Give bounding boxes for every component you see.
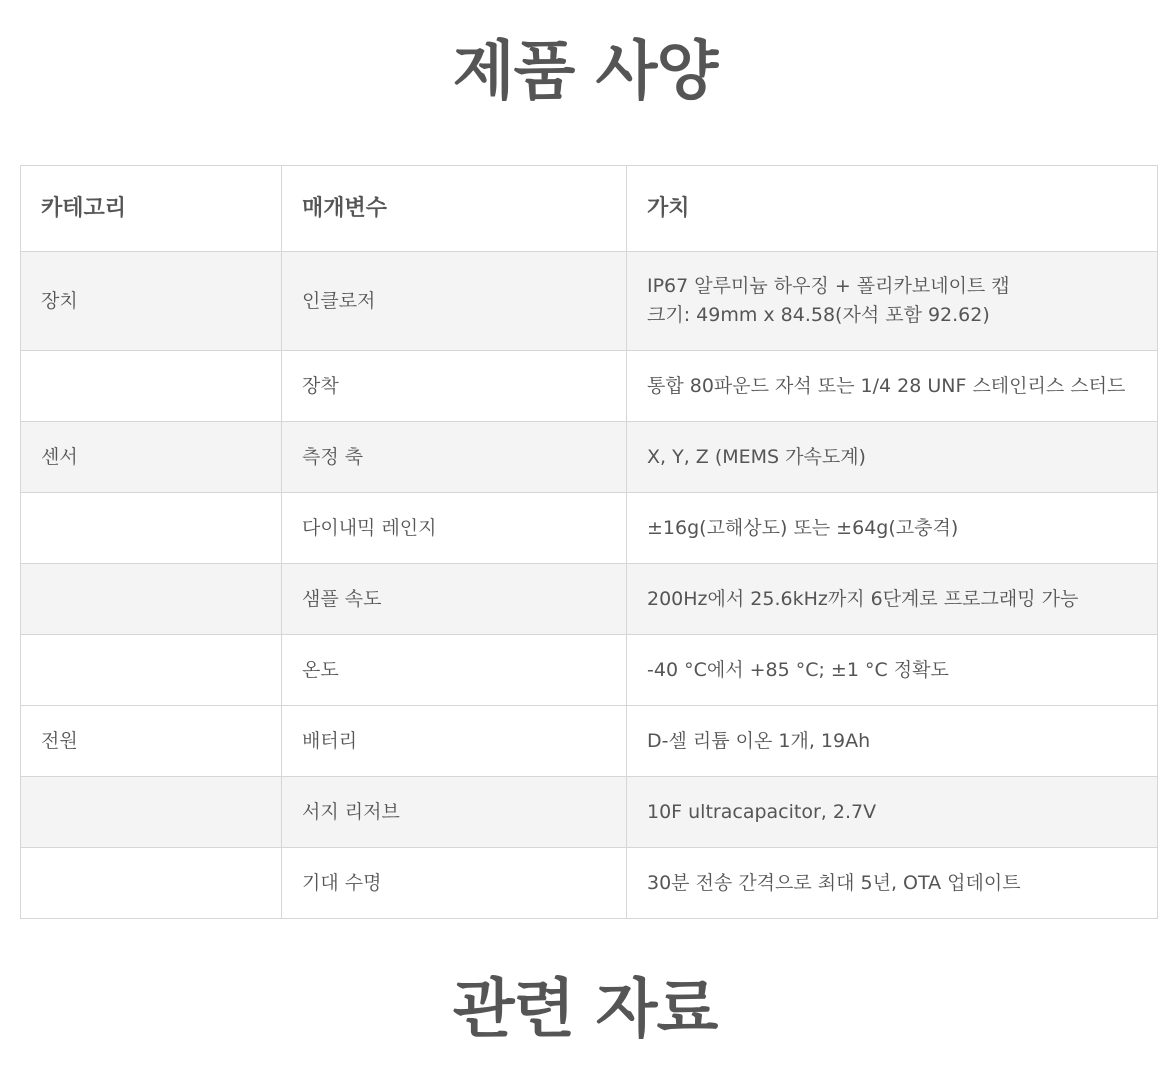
parameter-cell: 배터리	[282, 706, 627, 777]
value-cell: D-셀 리튬 이온 1개, 19Ah	[627, 706, 1158, 777]
table-row	[21, 635, 1158, 706]
column-header-value: 가치	[627, 166, 1158, 252]
parameter-cell: 기대 수명	[282, 848, 627, 919]
table-row	[21, 351, 1158, 422]
value-cell: 10F ultracapacitor, 2.7V	[627, 777, 1158, 848]
value-cell	[627, 252, 1158, 351]
category-cell	[21, 777, 282, 848]
parameter-cell: 서지 리저브	[282, 777, 627, 848]
table-row	[21, 493, 1158, 564]
table-row	[21, 252, 1158, 351]
parameter-cell: 장착	[282, 351, 627, 422]
table-row	[21, 848, 1158, 919]
table-row	[21, 777, 1158, 848]
table-row	[21, 706, 1158, 777]
category-cell	[21, 351, 282, 422]
value-cell: -40 °C에서 +85 °C; ±1 °C 정확도	[627, 635, 1158, 706]
parameter-cell: 온도	[282, 635, 627, 706]
spec-table	[20, 165, 1158, 919]
table-header-row	[21, 166, 1158, 252]
table-row	[21, 422, 1158, 493]
parameter-cell: 인클로저	[282, 252, 627, 351]
related-resources-heading: 관련 자료	[452, 973, 718, 1047]
column-header-parameter: 매개변수	[282, 166, 627, 252]
category-cell	[21, 848, 282, 919]
parameter-cell: 측정 축	[282, 422, 627, 493]
category-cell	[21, 564, 282, 635]
category-cell: 전원	[21, 706, 282, 777]
product-specs-heading: 제품 사양	[452, 35, 718, 109]
category-cell	[21, 493, 282, 564]
parameter-cell: 샘플 속도	[282, 564, 627, 635]
value-cell: 30분 전송 간격으로 최대 5년, OTA 업데이트	[627, 848, 1158, 919]
column-header-category: 카테고리	[21, 166, 282, 252]
parameter-cell: 다이내믹 레인지	[282, 493, 627, 564]
category-cell: 센서	[21, 422, 282, 493]
value-cell: X, Y, Z (MEMS 가속도계)	[627, 422, 1158, 493]
value-cell: 통합 80파운드 자석 또는 1/4 28 UNF 스테인리스 스터드	[627, 351, 1158, 422]
value-line: IP67 알루미늄 하우징 + 폴리카보네이트 캡	[647, 275, 1010, 297]
value-line: 크기: 49mm x 84.58(자석 포함 92.62)	[647, 304, 990, 326]
category-cell	[21, 635, 282, 706]
value-cell: ±16g(고해상도) 또는 ±64g(고충격)	[627, 493, 1158, 564]
value-cell: 200Hz에서 25.6kHz까지 6단계로 프로그래밍 가능	[627, 564, 1158, 635]
category-cell: 장치	[21, 252, 282, 351]
table-row	[21, 564, 1158, 635]
